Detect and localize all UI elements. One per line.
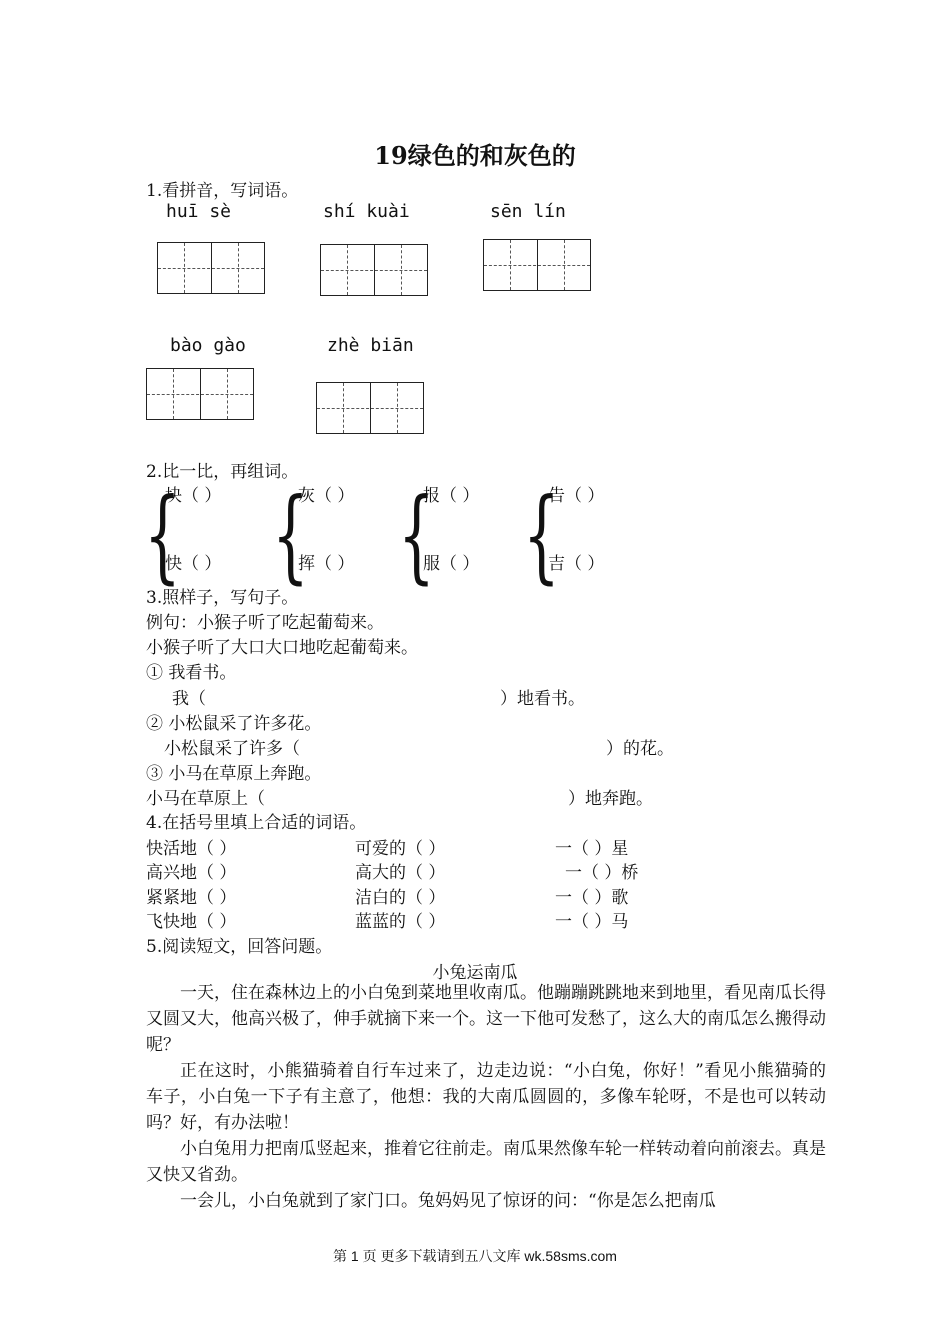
pinyin-3: sēn lín bbox=[490, 201, 566, 222]
q1-heading: 1.看拼音，写词语。 bbox=[146, 181, 299, 201]
story-passage bbox=[146, 980, 826, 1214]
story-paragraph: 一会儿，小白兔就到了家门口。兔妈妈见了惊讶的问：“你是怎么把南瓜 bbox=[180, 1191, 716, 1211]
q4-row4-col1: 飞快地（ ） bbox=[146, 912, 237, 932]
q4-row4-col3: 一（ ）马 bbox=[555, 912, 629, 932]
story-paragraph: 一天，住在森林边上的小白兔到菜地里收南瓜。他蹦蹦跳跳地来到地里，看见南瓜长得又圆又大，他高兴极了，伸手就摘下来一个。这一下他可发愁了，这么大的南瓜怎么搬得动呢？ bbox=[146, 983, 826, 1055]
q3-fill-3-blank[interactable] bbox=[280, 784, 568, 804]
q4-row2-col1: 高兴地（ ） bbox=[146, 863, 237, 883]
q3-fill-3-end: ）地奔跑。 bbox=[568, 789, 653, 809]
compare-bottom-3: 服（ ） bbox=[423, 554, 480, 574]
brace-3: { bbox=[398, 475, 435, 595]
q4-row1-col3: 一（ ）星 bbox=[555, 839, 629, 859]
q4-row1-col2: 可爱的（ ） bbox=[355, 839, 446, 859]
q4-row3-col3: 一（ ）歌 bbox=[555, 888, 629, 908]
story-paragraph: 小白兔用力把南瓜竖起来，推着它往前走。南瓜果然像车轮一样转动着向前滚去。真是又快又省劲。 bbox=[146, 1139, 826, 1185]
pinyin-2: shí kuài bbox=[323, 201, 410, 222]
brace-1: { bbox=[144, 475, 181, 595]
q4-row2-col2: 高大的（ ） bbox=[355, 863, 446, 883]
q3-heading: 3.照样子，写句子。 bbox=[146, 588, 299, 608]
pinyin-5: zhè biān bbox=[327, 335, 414, 356]
compare-top-1: 块（ ） bbox=[165, 486, 222, 506]
q4-row4-col2: 蓝蓝的（ ） bbox=[355, 912, 446, 932]
compare-top-2: 灰（ ） bbox=[298, 486, 355, 506]
pinyin-1: huī sè bbox=[166, 201, 232, 222]
story-paragraph: 正在这时，小熊猫骑着自行车过来了，边走边说：“小白兔，你好！”看见小熊猫骑的车子，小白兔一下子有主意了，他想：我的大南瓜圆圆的，多像车轮呀，不是也可以转动吗？好，有办法啦！ bbox=[146, 1061, 826, 1133]
q3-fill-2-start: 小松鼠采了许多（ bbox=[164, 739, 300, 759]
page-footer: 第 1 页 更多下载请到五八文库 wk.58sms.com bbox=[333, 1248, 617, 1264]
q3-fill-2-blank[interactable] bbox=[320, 734, 606, 754]
writing-grid-5[interactable] bbox=[316, 382, 424, 434]
compare-bottom-1: 快（ ） bbox=[165, 554, 222, 574]
compare-bottom-2: 挥（ ） bbox=[298, 554, 355, 574]
pinyin-4: bào gào bbox=[170, 335, 246, 356]
q4-row1-col1: 快活地（ ） bbox=[146, 839, 237, 859]
brace-4: { bbox=[523, 475, 560, 595]
q3-fill-2-end: ）的花。 bbox=[606, 739, 674, 759]
q3-example-2: 小猴子听了大口大口地吃起葡萄来。 bbox=[146, 638, 418, 658]
q4-row3-col1: 紧紧地（ ） bbox=[146, 888, 237, 908]
brace-2: { bbox=[272, 475, 309, 595]
q3-fill-1-start: 我（ bbox=[172, 689, 206, 709]
q3-sentence-3: ③ 小马在草原上奔跑。 bbox=[146, 764, 322, 784]
q5-heading: 5.阅读短文，回答问题。 bbox=[146, 937, 333, 957]
q4-row2-col3: 一（ ）桥 bbox=[565, 863, 639, 883]
q4-row3-col2: 洁白的（ ） bbox=[355, 888, 446, 908]
compare-bottom-4: 吉（ ） bbox=[548, 554, 605, 574]
q3-sentence-1: ① 我看书。 bbox=[146, 663, 237, 683]
compare-top-4: 告（ ） bbox=[548, 486, 605, 506]
q3-sentence-2: ② 小松鼠采了许多花。 bbox=[146, 714, 322, 734]
q3-fill-1-blank[interactable] bbox=[210, 684, 500, 704]
q3-example-1: 例句：小猴子听了吃起葡萄来。 bbox=[146, 613, 384, 633]
q4-heading: 4.在括号里填上合适的词语。 bbox=[146, 813, 367, 833]
q2-heading: 2.比一比，再组词。 bbox=[146, 462, 299, 482]
writing-grid-4[interactable] bbox=[146, 368, 254, 420]
writing-grid-2[interactable] bbox=[320, 244, 428, 296]
writing-grid-3[interactable] bbox=[483, 239, 591, 291]
compare-top-3: 报（ ） bbox=[423, 486, 480, 506]
story-title: 小兔运南瓜 bbox=[432, 963, 518, 983]
writing-grid-1[interactable] bbox=[157, 242, 265, 294]
q3-fill-3-start: 小马在草原上（ bbox=[146, 789, 265, 809]
q3-fill-1-end: ）地看书。 bbox=[500, 689, 585, 709]
page-title: 19绿色的和灰色的 bbox=[374, 141, 576, 170]
